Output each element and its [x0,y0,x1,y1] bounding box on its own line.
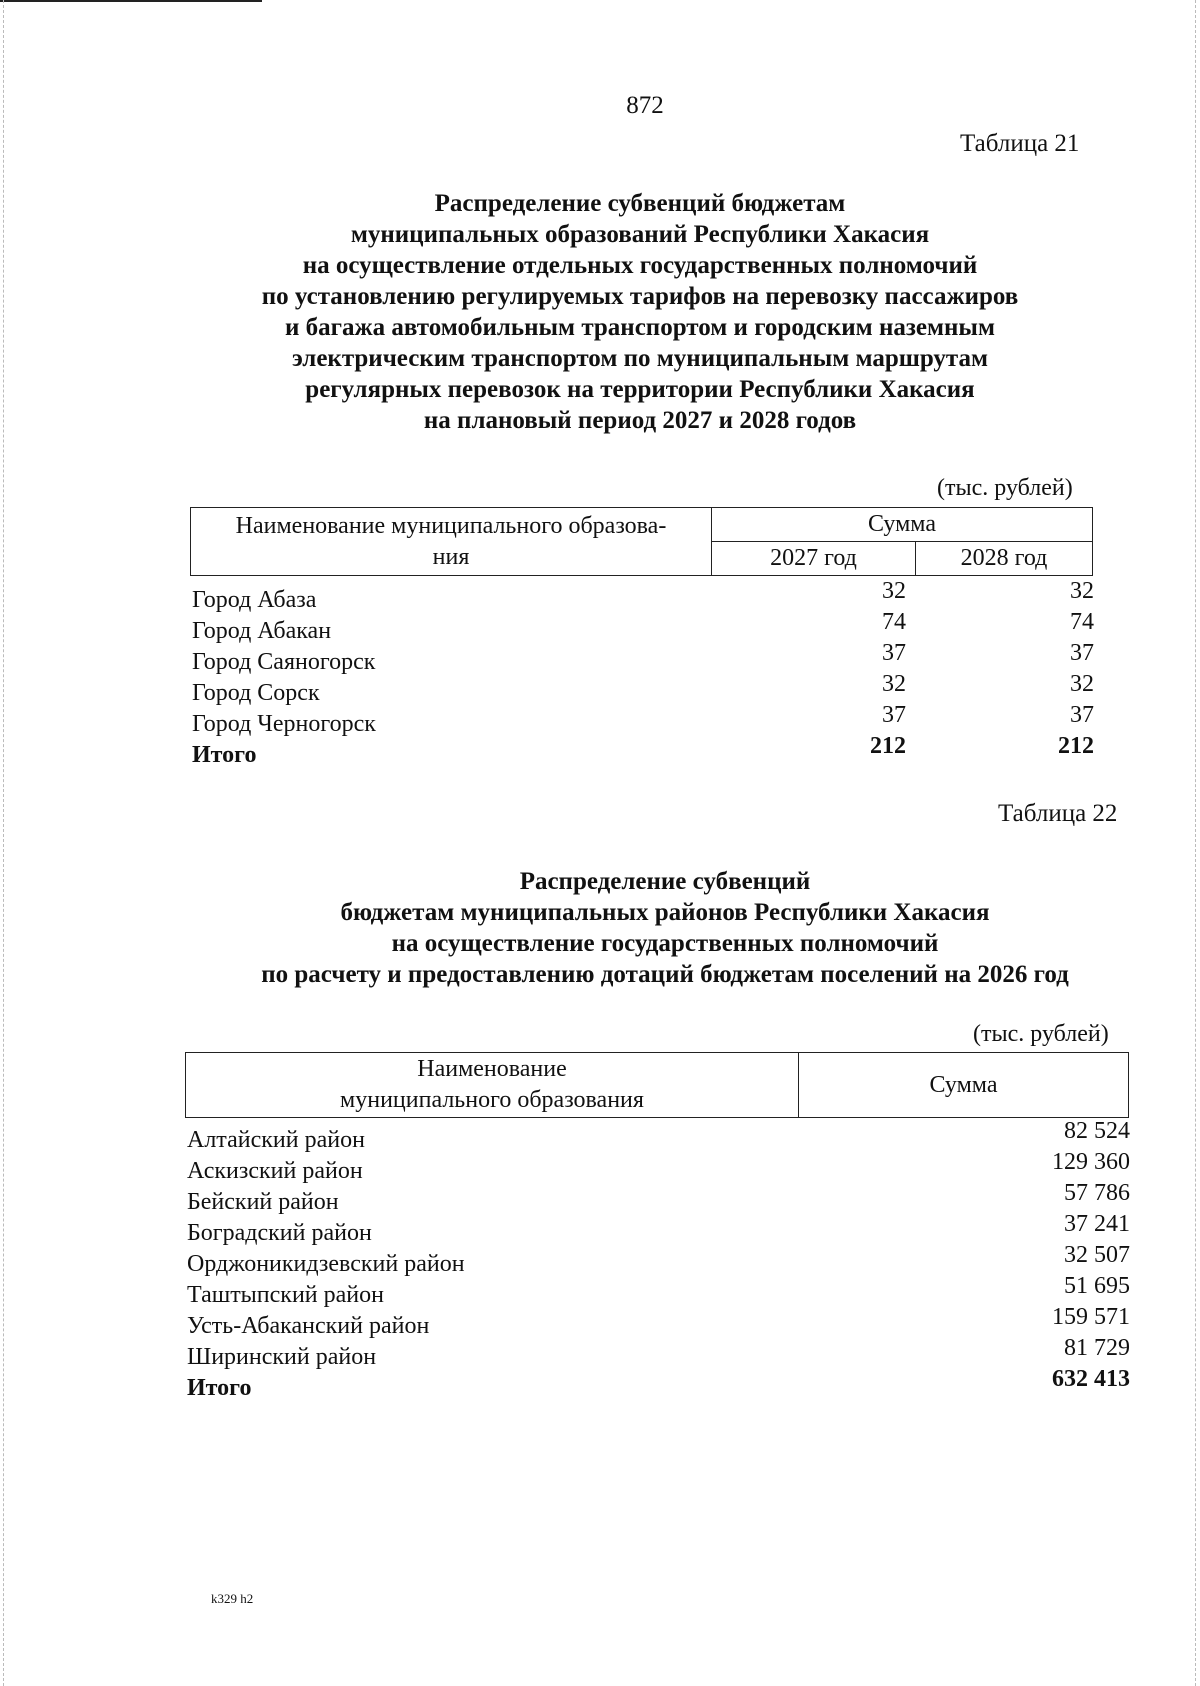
row-value: 51 695 [1064,1273,1130,1299]
row-name: Город Саяногорск [192,649,376,675]
header-name-line: ния [432,543,470,570]
table21-title-line: на осуществление отдельных государственных полномочий [302,252,978,279]
total-value-2028: 212 [1058,733,1094,759]
header-name-line: муниципального образования [340,1087,644,1113]
table-row [187,1118,1130,1155]
row-value: 159 571 [1052,1304,1130,1330]
table22-header-sum: Сумма [799,1053,1129,1118]
header-name-line: Наименование [417,1056,567,1082]
table21-units: (тыс. рублей) [937,475,1073,501]
row-name: Город Абакан [192,618,332,644]
table21-title-line: на плановый период 2027 и 2028 годов [423,407,857,434]
table22-units: (тыс. рублей) [973,1021,1109,1047]
table-row [187,1304,1130,1341]
row-name: Аскизский район [187,1158,363,1184]
table21-title-line: муниципальных образований Республики Хакасия [350,221,930,248]
row-name: Усть-Абаканский район [187,1313,430,1339]
table-row [192,578,1094,615]
row-value-2027: 74 [882,609,906,635]
row-name: Бейский район [187,1189,339,1215]
row-name: Город Сорск [192,680,320,706]
table-row [187,1180,1130,1217]
table-row [192,702,1094,739]
table21-body [192,578,1094,776]
total-label: Итого [187,1375,252,1401]
scan-right-edge [1195,0,1196,1686]
table21-header-year-2027: 2027 год [712,542,916,576]
header-name-line: Наименование муниципального образова- [235,512,667,539]
row-value: 129 360 [1052,1149,1130,1175]
row-value: 37 241 [1064,1211,1130,1237]
row-name: Орджоникидзевский район [187,1251,465,1277]
row-value-2028: 37 [1070,702,1094,728]
scan-left-edge [3,0,4,1686]
row-name: Боградский район [187,1220,372,1246]
row-value: 82 524 [1064,1118,1130,1144]
scan-top-line [0,0,262,2]
table-row [192,671,1094,708]
table-total-row [192,733,1094,770]
table21-title-line: Распределение субвенций бюджетам [434,190,846,217]
table-row [192,609,1094,646]
table22-title-line: бюджетам муниципальных районов Республики Хакасия [340,899,990,926]
table21-header-name [191,508,712,576]
table-row [187,1149,1130,1186]
row-name: Город Черногорск [192,711,376,737]
table-row [187,1335,1130,1372]
table21-title [190,188,1090,436]
row-value-2027: 37 [882,640,906,666]
row-name: Ширинский район [187,1344,377,1370]
table21-title-line: и багажа автомобильным транспортом и городским наземным [285,314,995,341]
table21-header [190,507,1093,576]
table21-title-line: регулярных перевозок на территории Республики Хакасия [305,376,975,403]
table21-header-year-2028: 2028 год [916,542,1093,576]
table21-title-line: электрическим транспортом по муниципальным маршрутам [291,345,989,372]
table22-title-line: на осуществление государственных полномочий [391,930,939,957]
table22-header-name [186,1053,799,1118]
table22-title [185,866,1145,990]
total-value-2027: 212 [870,733,906,759]
row-value-2028: 37 [1070,640,1094,666]
table-row [187,1242,1130,1279]
table22-label: Таблица 22 [998,800,1118,827]
table21-header-sum: Сумма [712,508,1093,542]
row-value-2028: 32 [1070,671,1094,697]
row-value-2027: 32 [882,578,906,604]
table22-header [185,1052,1129,1118]
row-value: 57 786 [1064,1180,1130,1206]
row-name: Таштыпский район [187,1282,384,1308]
table-total-row [187,1366,1130,1403]
table21-title-line: по установлению регулируемых тарифов на перевозку пассажиров [261,283,1019,310]
row-value-2027: 32 [882,671,906,697]
total-label: Итого [192,742,257,768]
row-name: Город Абаза [192,587,317,613]
row-value: 32 507 [1064,1242,1130,1268]
row-value-2028: 74 [1070,609,1094,635]
table22-body [187,1118,1130,1404]
row-name: Алтайский район [187,1127,365,1153]
row-value-2027: 37 [882,702,906,728]
row-value-2028: 32 [1070,578,1094,604]
table22-title-line: Распределение субвенций [519,868,811,895]
table-row [192,640,1094,677]
total-value: 632 413 [1052,1366,1130,1392]
row-value: 81 729 [1064,1335,1130,1361]
table22-title-line: по расчету и предоставлению дотаций бюджетам поселений на 2026 год [261,961,1069,988]
footer-document-code: k329 h2 [211,1591,254,1606]
table21-label: Таблица 21 [960,130,1080,157]
table-row [187,1211,1130,1248]
table-row [187,1273,1130,1310]
page-number: 872 [626,92,664,119]
